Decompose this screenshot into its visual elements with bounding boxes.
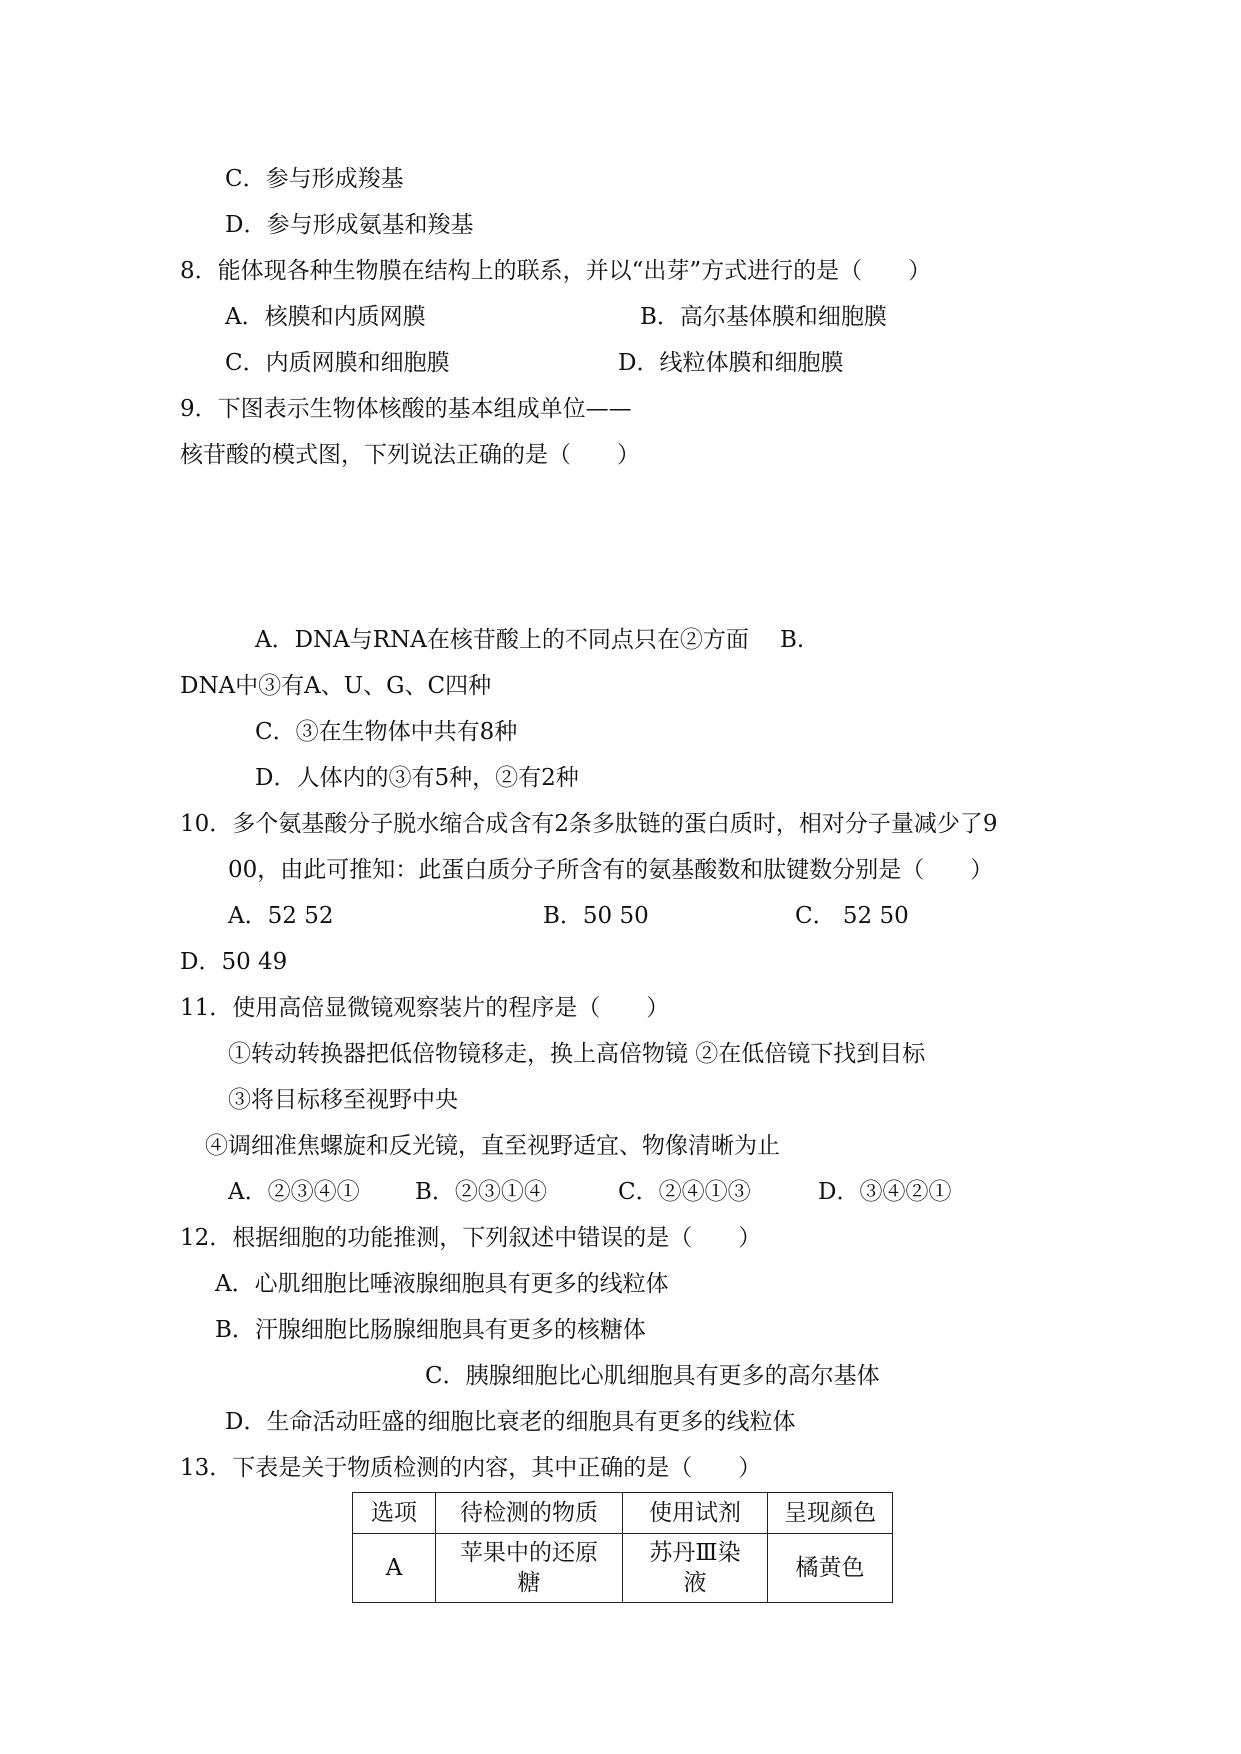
option-9b-text: DNA中③有A、U、G、C四种: [180, 673, 492, 699]
question-12: 12．根据细胞的功能推测，下列叙述中错误的是（ ）: [180, 1225, 762, 1251]
option-11b: B．②③①④: [415, 1179, 547, 1205]
table-row: [353, 1534, 893, 1603]
option-8b: B．高尔基体膜和细胞膜: [640, 304, 887, 330]
option-11a: A．②③④①: [228, 1179, 360, 1205]
table-header-row: [353, 1493, 893, 1534]
step-11-4: ④调细准焦螺旋和反光镜，直至视野适宜、物像清晰为止: [205, 1133, 780, 1159]
option-9a: A．DNA与RNA在核苷酸上的不同点只在②方面: [255, 627, 749, 653]
option-12b: B．汗腺细胞比肠腺细胞具有更多的核糖体: [215, 1317, 646, 1343]
option-9b-label: B.: [780, 627, 805, 653]
option-11d: D．③④②①: [818, 1179, 952, 1205]
option-12d: D．生命活动旺盛的细胞比衰老的细胞具有更多的线粒体: [225, 1409, 796, 1435]
table-header-cell: 使用试剂: [623, 1493, 768, 1534]
option-9c: C．③在生物体中共有8种: [255, 719, 518, 745]
option-10c: C． 52 50: [795, 903, 909, 929]
question-9-line2: 核苷酸的模式图，下列说法正确的是（ ）: [180, 442, 640, 468]
option-8d: D．线粒体膜和细胞膜: [618, 350, 844, 376]
option-12a: A．心肌细胞比唾液腺细胞具有更多的线粒体: [215, 1271, 669, 1297]
option-10d: D．50 49: [180, 949, 288, 975]
step-11-1-2: ①转动转换器把低倍物镜移走，换上高倍物镜 ②在低倍镜下找到目标: [228, 1041, 926, 1067]
table-cell: 苏丹Ⅲ染 液: [623, 1534, 768, 1603]
detection-table: [352, 1492, 893, 1603]
table-header-cell: 呈现颜色: [768, 1493, 893, 1534]
option-10a: A．52 52: [228, 903, 334, 929]
question-9-line1: 9．下图表示生物体核酸的基本组成单位——: [180, 396, 632, 422]
table-cell: 橘黄色: [768, 1534, 893, 1603]
option-8a: A．核膜和内质网膜: [225, 304, 426, 330]
option-10b: B．50 50: [543, 903, 649, 929]
question-13: 13．下表是关于物质检测的内容，其中正确的是（ ）: [180, 1455, 762, 1481]
option-9d: D．人体内的③有5种，②有2种: [255, 765, 579, 791]
question-10-line1: 10．多个氨基酸分子脱水缩合成含有2条多肽链的蛋白质时，相对分子量减少了9: [180, 811, 998, 837]
option-8c: C．内质网膜和细胞膜: [225, 350, 450, 376]
step-11-3: ③将目标移至视野中央: [228, 1087, 458, 1113]
question-11: 11．使用高倍显微镜观察装片的程序是（ ）: [180, 995, 670, 1021]
table-header-cell: 待检测的物质: [436, 1493, 623, 1534]
option-11c: C．②④①③: [618, 1179, 751, 1205]
option-12c: C．胰腺细胞比心肌细胞具有更多的高尔基体: [425, 1363, 880, 1389]
question-8: 8．能体现各种生物膜在结构上的联系，并以“出芽”方式进行的是（ ）: [180, 258, 932, 284]
table-cell: 苹果中的还原 糖: [436, 1534, 623, 1603]
question-10-line2: 00，由此可推知：此蛋白质分子所含有的氨基酸数和肽键数分别是（ ）: [228, 857, 994, 883]
line-7d: D．参与形成氨基和羧基: [225, 212, 474, 238]
table-cell: A: [353, 1534, 436, 1603]
line-7c: C．参与形成羧基: [225, 166, 404, 192]
table-header-cell: 选项: [353, 1493, 436, 1534]
